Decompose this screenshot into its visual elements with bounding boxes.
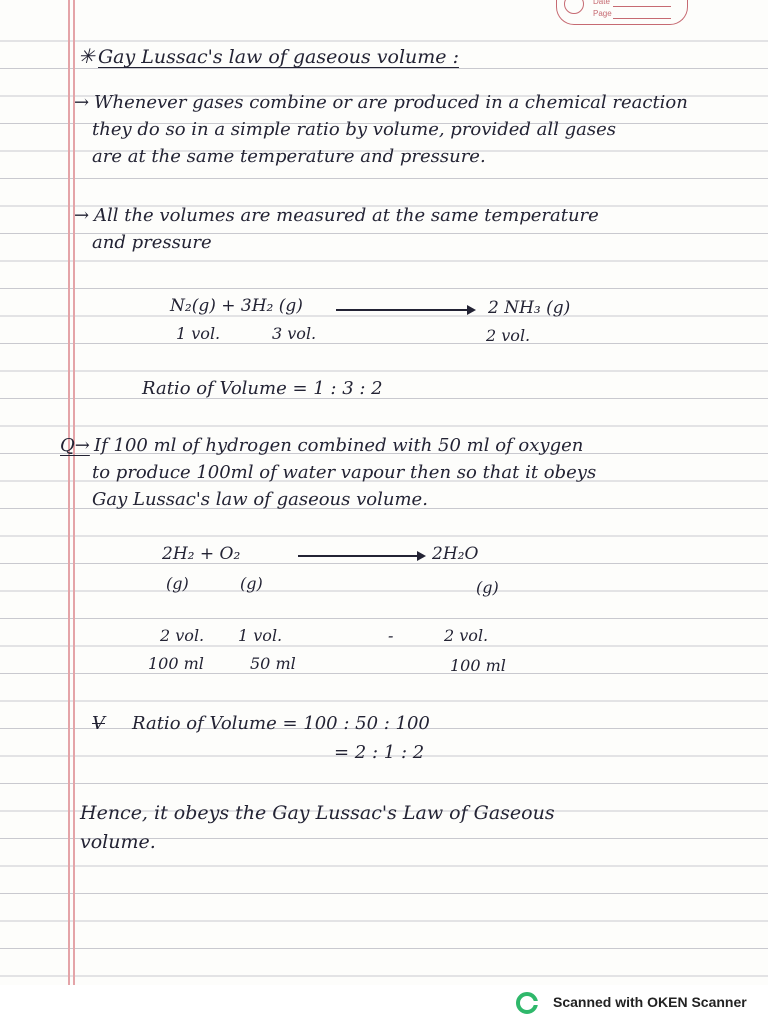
struck-mark: V <box>92 713 105 734</box>
scanner-footer <box>0 985 768 1024</box>
ratio2-line2: = 2 : 1 : 2 <box>334 742 425 763</box>
page-label: Page <box>593 9 612 18</box>
margin-line-left <box>68 0 70 985</box>
reaction2-ml1: 100 ml <box>148 654 204 673</box>
reaction2-vol3: 2 vol. <box>444 626 489 645</box>
reaction2-right: 2H₂O <box>432 544 479 564</box>
reaction1-vol3: 2 vol. <box>486 326 531 345</box>
page-title: Gay Lussac's law of gaseous volume : <box>98 46 459 68</box>
bullet-arrow-icon: → <box>74 205 90 226</box>
reaction2-state3: (g) <box>476 578 499 597</box>
date-label: Date <box>593 0 610 6</box>
question-line3: Gay Lussac's law of gaseous volume. <box>92 489 428 510</box>
scanner-text: Scanned with OKEN Scanner <box>553 994 747 1010</box>
reaction2-vol2: 1 vol. <box>238 626 283 645</box>
paragraph1-line3: are at the same temperature and pressure. <box>92 146 486 167</box>
bullet-arrow-icon: → <box>74 92 90 113</box>
title-star-icon: ✳ <box>78 44 95 68</box>
question-line1: If 100 ml of hydrogen combined with 50 ml of oxygen <box>94 435 584 456</box>
paragraph1-line1: Whenever gases combine or are produced in a chemical reaction <box>94 92 688 113</box>
reaction2-ml2: 50 ml <box>250 654 296 673</box>
reaction1-vol1: 1 vol. <box>176 324 221 343</box>
paragraph2-line1: All the volumes are measured at the same temperature <box>94 205 599 226</box>
reaction1-left: N₂(g) + 3H₂ (g) <box>170 296 303 316</box>
page-line <box>613 18 671 19</box>
conclusion-line1: Hence, it obeys the Gay Lussac's Law of Gaseous <box>80 802 555 824</box>
conclusion-line2: volume. <box>80 831 156 853</box>
question-line2: to produce 100ml of water vapour then so that it obeys <box>92 462 597 483</box>
margin-line-right <box>73 0 75 985</box>
reaction1-vol2: 3 vol. <box>272 324 317 343</box>
reaction2-vol1: 2 vol. <box>160 626 205 645</box>
paragraph1-line2: they do so in a simple ratio by volume, provided all gases <box>92 119 616 140</box>
dash-mark: - <box>388 626 394 645</box>
reaction-arrow-icon <box>298 555 424 557</box>
reaction1-right: 2 NH₃ (g) <box>488 298 571 318</box>
date-line <box>613 6 671 7</box>
reaction2-state2: (g) <box>240 574 263 593</box>
reaction2-state1: (g) <box>166 574 189 593</box>
reaction-arrow-icon <box>336 309 474 311</box>
reaction2-left: 2H₂ + O₂ <box>162 544 241 564</box>
ratio2-line1: Ratio of Volume = 100 : 50 : 100 <box>132 713 430 734</box>
scanner-logo-icon <box>516 992 538 1014</box>
question-label: Q→ <box>60 435 90 456</box>
paragraph2-line2: and pressure <box>92 232 212 253</box>
ratio1: Ratio of Volume = 1 : 3 : 2 <box>142 378 383 399</box>
reaction2-ml3: 100 ml <box>450 656 506 675</box>
